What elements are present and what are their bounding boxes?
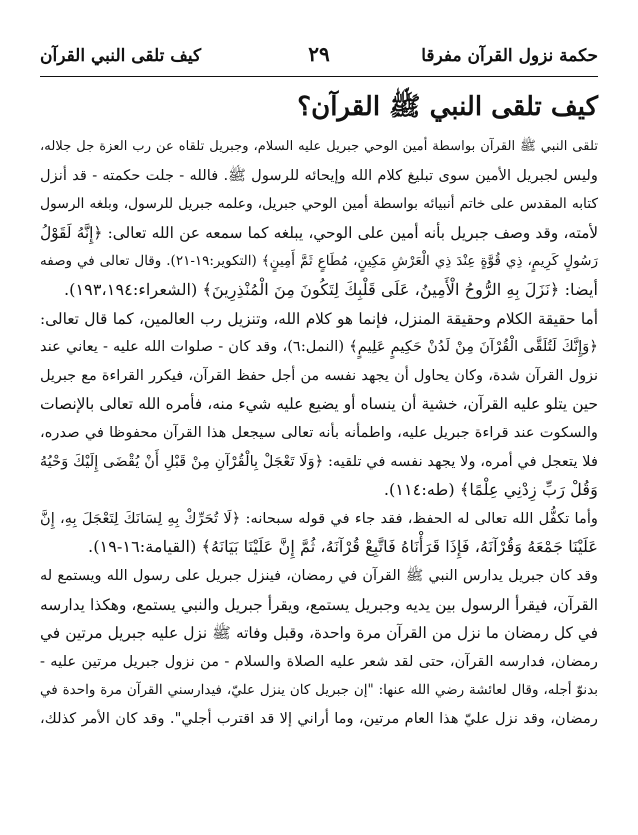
text-line: تلقى النبي ﷺ القرآن بواسطة أمين الوحي جبريل عليه السلام، وجبريل تلقاه عن رب العزة جل جلاله، xyxy=(40,139,598,154)
text-line: وقد كان جبريل يدارس النبي ﷺ القرآن في رمضان، فينزل جبريل على رسول الله ويستمع له xyxy=(40,567,598,584)
text-line: رمضان، فدارسه القرآن، حتى لقد شعر عليه الصلاة والسلام - من نزول جبريل مرتين عليه - xyxy=(40,652,598,670)
text-line: لأمته، وقد وصف جبريل بأنه أمين على الوحي، يبلغه كما سمعه عن الله تعالى: ﴿إِنَّهُ لَقَوْلُ xyxy=(40,223,598,242)
header-section-title: كيف تلقى النبي القرآن xyxy=(40,46,202,66)
text-line: فلا يتعجل في أمره، ولا يجهد نفسه في تلقيه: ﴿وَلَا تَعْجَلْ بِالْقُرْآنِ مِنْ قَبْلِ أَنْ يُقْضَى إِلَيْكَ وَحْيُهُ xyxy=(39,452,598,470)
text-line: وَقُلْ رَبِّ زِدْنِي عِلْمًا﴾ (طه:١١٤). xyxy=(383,480,598,500)
section-heading: كيف تلقى النبي ﷺ القرآن؟ xyxy=(297,92,598,122)
text-line: في كل رمضان ما نزل من القرآن مرة واحدة، وقبل وفاته ﷺ نزل عليه جبريل مرتين في xyxy=(40,624,598,643)
text-line: حين يتلو عليه القرآن، خشية أن ينساه أو يضيع عليه شيء منه، فأمره الله تعالى بالإنصات xyxy=(40,395,598,414)
page-number: ٢٩ xyxy=(308,42,330,66)
text-line: أيضا: ﴿نَزَلَ بِهِ الرُّوحُ الْأَمِينُ، عَلَى قَلْبِكَ لِتَكُونَ مِنَ الْمُنْذِرِينَ﴾ (الشعراء:١٩٣،١٩٤). xyxy=(63,279,598,299)
text-line: رَسُولٍ كَرِيمٍ، ذِي قُوَّةٍ عِنْدَ ذِي الْعَرْشِ مَكِينٍ، مُطَاعٍ ثَمَّ أَمِينٍ﴾ (التكوير:١٩-٢١). وقال تعالى في وصفه xyxy=(40,253,598,270)
body-text xyxy=(40,133,598,733)
text-line: بدنوّ أجله، وقال لعائشة رضي الله عنها: "إن جبريل كان ينزل عليّ، فيدارسني القرآن مرة واحدة في xyxy=(40,682,598,699)
text-line: وأما تكفُّل الله تعالى له الحفظ، فقد جاء في قوله سبحانه: ﴿لَا تُحَرِّكْ بِهِ لِسَانَكَ لِتَعْجَلَ بِهِ، إِنَّ xyxy=(40,509,598,527)
text-line: والسكوت عند قراءة جبريل عليه، واطمأنه بأنه تعالى سيجعل هذا القرآن محفوظا في صدره، xyxy=(40,423,598,441)
text-line: أما حقيقة الكلام وحقيقة المنزل، فإنما هو كلام الله، وتنزيل رب العالمين، كما قال تعالى: xyxy=(40,309,598,328)
text-line: عَلَيْنَا جَمْعَهُ وَقُرْآنَهُ، فَإِذَا قَرَأْنَاهُ فَاتَّبِعْ قُرْآنَهُ، ثُمَّ إِنَّ عَلَيْنَا بَيَانَهُ﴾ (القيامة:١٦-١٩). xyxy=(88,537,598,557)
running-header xyxy=(40,42,598,72)
header-chapter-title: حكمة نزول القرآن مفرقا xyxy=(421,46,598,66)
text-line: نزول القرآن شدة، وكان يحاول أن يجهد نفسه من أجل حفظ القرآن، فيكرر القراءة مع جبريل xyxy=(40,367,598,384)
text-line: كتابه المقدس على خاتم أنبيائه بواسطة أمين الوحي جبريل، وعلمه جبريل للرسول، وبلغه الرسول xyxy=(40,196,598,213)
text-line: وليس لجبريل الأمين سوى تبليغ كلام الله وإيحائه للرسول ﷺ. فالله - جلت حكمته - قد أنزل xyxy=(40,166,598,184)
text-line: القرآن، فيقرأ الرسول بين يديه وجبريل يستمع، ويقرأ جبريل والنبي يستمع، وهكذا يدارسه xyxy=(40,595,598,614)
text-line: رمضان، وقد نزل عليّ هذا العام مرتين، وما أراني إلا قد اقترب أجلي". وقد كان الأمر كذلك، xyxy=(40,709,598,727)
text-line: ﴿وَإِنَّكَ لَتُلَقَّى الْقُرْآنَ مِنْ لَدُنْ حَكِيمٍ عَلِيمٍ﴾ (النمل:٦)، وقد كان - صلوات الله عليه - يعاني عند xyxy=(40,338,598,356)
header-divider xyxy=(40,76,598,77)
